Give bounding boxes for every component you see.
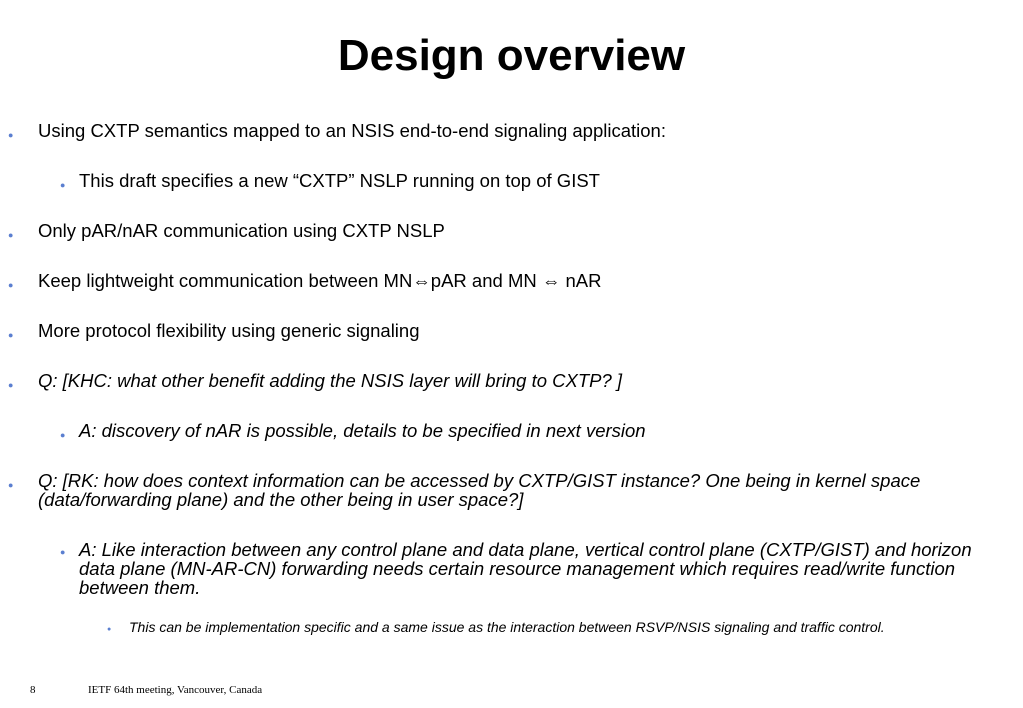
bullet-dot: ●: [8, 230, 14, 240]
bullet-dot: ●: [8, 130, 14, 140]
bullet-item: Only pAR/nAR communication using CXTP NSLP: [38, 220, 445, 241]
bullet-dot: ●: [60, 180, 66, 190]
bullet-item: This draft specifies a new “CXTP” NSLP running on top of GIST: [79, 170, 600, 191]
bullet-dot: ●: [107, 626, 112, 633]
bullet-dot: ●: [8, 280, 14, 290]
bullet-dot: ●: [60, 430, 66, 440]
bullet-dot: ●: [8, 380, 14, 390]
bullet-dot: ●: [8, 330, 14, 340]
bullet-item: More protocol flexibility using generic signaling: [38, 320, 420, 341]
bullet-dot: ●: [8, 480, 14, 490]
page-number: 8: [30, 684, 36, 696]
bullet-item: Q: [RK: how does context information can be accessed by CXTP/GIST instance? One being in kernel space (data/forwarding plane) and the other being in user space?]: [38, 470, 921, 510]
bullet-item: Keep lightweight communication between MN⇔pAR and MN ⇔ nAR: [38, 270, 602, 291]
bullet-item: A: Like interaction between any control plane and data plane, vertical control plane (CXTP/GIST) and horizon data plane (MN-AR-CN) forwarding needs certain resource management which requires read/write function between them.: [79, 539, 972, 598]
footer-text: IETF 64th meeting, Vancouver, Canada: [88, 684, 263, 696]
bullet-item: A: discovery of nAR is possible, details to be specified in next version: [79, 420, 646, 441]
bullet-item: Q: [KHC: what other benefit adding the NSIS layer will bring to CXTP? ]: [38, 370, 623, 391]
bullet-dot: ●: [60, 547, 66, 557]
bullet-item: Using CXTP semantics mapped to an NSIS end-to-end signaling application:: [38, 120, 666, 141]
bullet-item: This can be implementation specific and a same issue as the interaction between RSVP/NSIS signaling and traffic control.: [129, 619, 885, 635]
slide-title: Design overview: [337, 31, 686, 80]
